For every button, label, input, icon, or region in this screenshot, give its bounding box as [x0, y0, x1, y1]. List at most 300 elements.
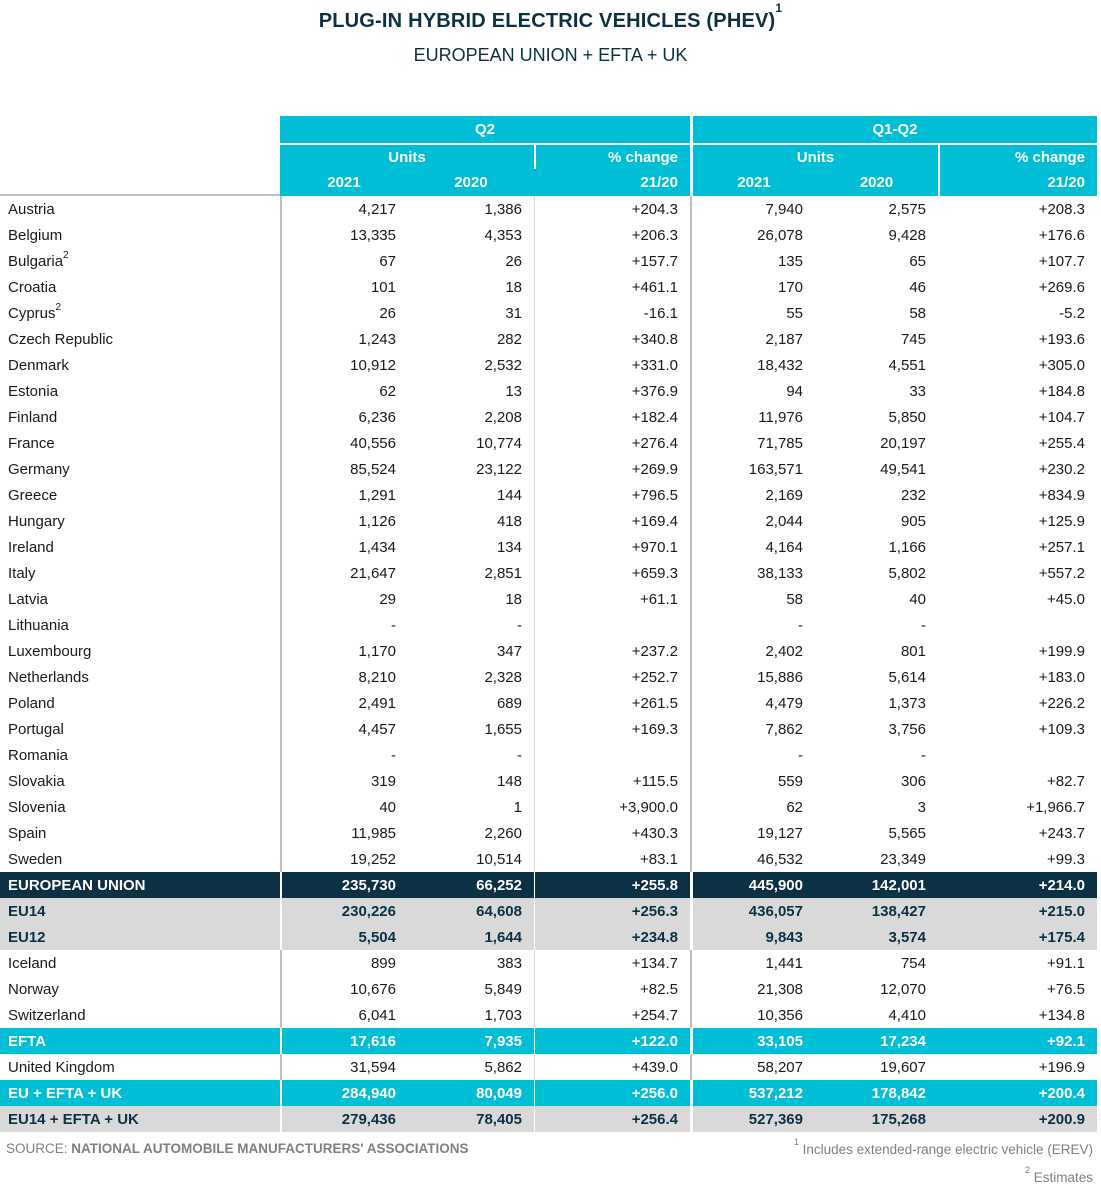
table-row [0, 716, 1097, 742]
table-row [0, 508, 1097, 534]
table-row [0, 586, 1097, 612]
value-cell-q2_chg: +252.7 [534, 664, 690, 690]
value-cell-q2_chg: +61.1 [534, 586, 690, 612]
value-cell-q12_2021: 58 [690, 586, 815, 612]
country-name: Estonia [8, 382, 59, 400]
footnote-1 [469, 1136, 1094, 1159]
value-cell-q12_chg: +269.6 [1038, 278, 1085, 296]
value-cell-q12_2021: 33,105 [690, 1028, 815, 1054]
table-row [0, 300, 1097, 326]
value-cell-q2_2020: 1,644 [484, 928, 522, 946]
country-cell [0, 664, 280, 690]
value-cell-q12_2021: 4,479 [690, 690, 815, 716]
value-cell-q12_chg [938, 742, 1097, 768]
table-row [0, 950, 1097, 976]
value-cell-q2_2021: 85,524 [280, 456, 408, 482]
value-cell-q12_2021: - [690, 742, 815, 768]
value-cell-q2_chg: +659.3 [534, 560, 690, 586]
value-cell-q12_chg: +199.9 [1038, 642, 1085, 660]
header-q2-pct-change: % change [534, 143, 690, 169]
country-cell [0, 716, 280, 742]
value-cell-q2_chg [534, 612, 690, 638]
table-row [0, 274, 1097, 300]
value-cell-q2_chg: +254.7 [534, 1002, 690, 1028]
value-cell-q12_2021: 18,432 [690, 352, 815, 378]
value-cell-q12_chg: +183.0 [1038, 668, 1085, 686]
value-cell-q2_chg: +206.3 [534, 222, 690, 248]
table-row [0, 248, 1097, 274]
table-row [0, 404, 1097, 430]
value-cell-q12_chg: +305.0 [1038, 356, 1085, 374]
value-cell-q12_chg: +226.2 [1038, 694, 1085, 712]
value-cell-q2_chg: +169.3 [534, 716, 690, 742]
value-cell-q2_2020: 66,252 [476, 876, 522, 894]
value-cell-q12_2021: 46,532 [690, 846, 815, 872]
value-cell-q2_chg: +169.4 [534, 508, 690, 534]
value-cell-q2_chg: +461.1 [534, 274, 690, 300]
country-name: Croatia [8, 278, 57, 296]
value-cell-q2_2021: 284,940 [280, 1080, 408, 1106]
table-row [0, 846, 1097, 872]
value-cell-q2_chg: +340.8 [534, 326, 690, 352]
value-cell-q12_2021: 170 [690, 274, 815, 300]
country-name: EU + EFTA + UK [8, 1084, 123, 1102]
value-cell-q12_2020: 1,373 [888, 694, 926, 712]
value-cell-q2_2021: 19,252 [280, 846, 408, 872]
value-cell-q2_chg: +234.8 [534, 924, 690, 950]
value-cell-q12_2020: 17,234 [880, 1032, 926, 1050]
value-cell-q2_chg: +237.2 [534, 638, 690, 664]
value-cell-q2_chg: +269.9 [534, 456, 690, 482]
value-cell-q2_2020: 347 [496, 642, 522, 660]
value-cell-q12_chg: +125.9 [1038, 512, 1085, 530]
value-cell-q12_2020: - [921, 746, 926, 764]
country-cell [0, 404, 280, 430]
country-name: Latvia [8, 590, 49, 608]
value-cell-q12_chg: +243.7 [1038, 824, 1085, 842]
table-row [0, 560, 1097, 586]
country-cell: Bulgaria $^2$ [8, 250, 69, 270]
value-cell-q12_2020: 905 [900, 512, 926, 530]
table-total-row [0, 898, 1097, 924]
header-q1q2-pct-change: % change [938, 143, 1097, 169]
value-cell-q2_2020: 2,532 [484, 356, 522, 374]
footnote-2-text: Estimates [1033, 1170, 1093, 1185]
value-cell-q12_2020: 175,268 [871, 1110, 926, 1128]
value-cell-q2_2021: 319 [280, 768, 408, 794]
value-cell-q12_chg: +92.1 [1047, 1032, 1085, 1050]
value-cell-q2_chg: +83.1 [534, 846, 690, 872]
country-name: EU14 [8, 902, 46, 920]
value-cell-q12_2020: 46 [909, 278, 926, 296]
value-cell-q2_2021: 6,236 [280, 404, 408, 430]
table-row [0, 456, 1097, 482]
value-cell-q12_2021: 94 [690, 378, 815, 404]
value-cell-q2_chg: +376.9 [534, 378, 690, 404]
value-cell-q2_chg: +157.7 [534, 248, 690, 274]
value-cell-q2_2021: 13,335 [280, 222, 408, 248]
value-cell-q12_chg: +230.2 [1038, 460, 1085, 478]
value-cell-q12_2021: 2,169 [690, 482, 815, 508]
value-cell-q2_2020: 5,862 [484, 1058, 522, 1076]
value-cell-q12_chg: +107.7 [1038, 252, 1085, 270]
country-cell [0, 846, 280, 872]
value-cell-q12_2020: 232 [900, 486, 926, 504]
country-name: United Kingdom [8, 1058, 115, 1076]
value-cell-q12_chg: -5.2 [1059, 304, 1085, 322]
country-cell [0, 612, 280, 638]
value-cell-q12_2020: 23,349 [880, 850, 926, 868]
value-cell-q2_2021: 279,436 [280, 1106, 408, 1132]
value-cell-q12_2021: 7,940 [690, 196, 815, 222]
value-cell-q12_2021: 135 [690, 248, 815, 274]
value-cell-q2_2020: 80,049 [476, 1084, 522, 1102]
country-name: Spain [8, 824, 47, 842]
source-label: SOURCE: [6, 1141, 68, 1156]
value-cell-q12_chg: +257.1 [1038, 538, 1085, 556]
value-cell-q12_2021: 2,044 [690, 508, 815, 534]
value-cell-q2_2021: 4,457 [280, 716, 408, 742]
value-cell-q2_2021: 17,616 [280, 1028, 408, 1054]
table-row [0, 742, 1097, 768]
value-cell-q2_2021: 1,434 [280, 534, 408, 560]
country-cell [0, 196, 280, 222]
value-cell-q12_chg: +196.9 [1038, 1058, 1085, 1076]
value-cell-q2_2020: 64,608 [476, 902, 522, 920]
header-q1q2: Q1-Q2 [690, 116, 1097, 143]
table-total-row [0, 1028, 1097, 1054]
value-cell-q2_2020: 31 [505, 304, 522, 322]
value-cell-q2_2021: 899 [280, 950, 408, 976]
value-cell-q2_2020: 7,935 [484, 1032, 522, 1050]
footnote-2 [469, 1164, 1094, 1187]
value-cell-q2_2020: 2,328 [484, 668, 522, 686]
country-name: Netherlands [8, 668, 89, 686]
table-row [0, 378, 1097, 404]
value-cell-q2_2020: 5,849 [484, 980, 522, 998]
table-row [0, 768, 1097, 794]
value-cell-q2_2020: 18 [505, 278, 522, 296]
value-cell-q12_chg: +45.0 [1047, 590, 1085, 608]
value-cell-q2_chg: +256.3 [534, 898, 690, 924]
country-cell [0, 352, 280, 378]
value-cell-q12_2020: 801 [900, 642, 926, 660]
header-q2-ratio: 21/20 [534, 169, 690, 196]
country-name: Slovenia [8, 798, 66, 816]
value-cell-q2_2021: 230,226 [280, 898, 408, 924]
country-name: Czech Republic [8, 330, 114, 348]
country-name: EUROPEAN UNION [8, 876, 146, 894]
value-cell-q2_chg: +970.1 [534, 534, 690, 560]
value-cell-q2_2021: 1,170 [280, 638, 408, 664]
value-cell-q2_chg: -16.1 [534, 300, 690, 326]
value-cell-q12_2021: 26,078 [690, 222, 815, 248]
header-corner-blank [0, 116, 280, 143]
value-cell-q12_chg: +1,966.7 [1026, 798, 1085, 816]
country-cell [0, 872, 280, 898]
country-cell [0, 976, 280, 1002]
value-cell-q12_2020: 5,565 [888, 824, 926, 842]
country-name: Portugal [8, 720, 64, 738]
value-cell-q2_2021: 29 [280, 586, 408, 612]
value-cell-q2_2021: 101 [280, 274, 408, 300]
table-row [0, 794, 1097, 820]
country-name: Denmark [8, 356, 69, 374]
country-cell [0, 456, 280, 482]
value-cell-q12_chg: +99.3 [1047, 850, 1085, 868]
footnote-1-text: Includes extended-range electric vehicle (EREV) [802, 1142, 1093, 1157]
country-name: Norway [8, 980, 59, 998]
value-cell-q12_chg: +82.7 [1047, 772, 1085, 790]
value-cell-q2_2020: 2,260 [484, 824, 522, 842]
country-name: Lithuania [8, 616, 69, 634]
value-cell-q12_chg: +200.9 [1038, 1110, 1085, 1128]
country-name: Greece [8, 486, 58, 504]
value-cell-q2_chg: +115.5 [534, 768, 690, 794]
value-cell-q2_2021: 31,594 [280, 1054, 408, 1080]
phev-report-page [0, 1, 1101, 1187]
value-cell-q2_2020: 10,514 [476, 850, 522, 868]
value-cell-q2_2021: - [280, 612, 408, 638]
value-cell-q12_2020: 4,551 [888, 356, 926, 374]
value-cell-q12_2020: - [921, 616, 926, 634]
table-row [0, 976, 1097, 1002]
value-cell-q12_chg: +104.7 [1038, 408, 1085, 426]
header-q1q2-2020: 2020 [815, 169, 938, 196]
value-cell-q2_2020: 1,655 [484, 720, 522, 738]
value-cell-q2_2021: 8,210 [280, 664, 408, 690]
value-cell-q2_2021: 26 [280, 300, 408, 326]
table-row [0, 612, 1097, 638]
source-line [0, 1141, 469, 1156]
value-cell-q12_2020: 3,756 [888, 720, 926, 738]
header-q2: Q2 [280, 116, 690, 143]
value-cell-q2_2021: 4,217 [280, 196, 408, 222]
header-corner-blank [0, 143, 280, 169]
value-cell-q2_chg: +331.0 [534, 352, 690, 378]
value-cell-q2_2020: 148 [496, 772, 522, 790]
value-cell-q2_2020: 10,774 [476, 434, 522, 452]
country-name: Austria [8, 200, 55, 218]
value-cell-q12_chg: +834.9 [1038, 486, 1085, 504]
country-name: EU12 [8, 928, 46, 946]
footnote-2-marker: 2 [1024, 1164, 1030, 1175]
country-cell [0, 742, 280, 768]
value-cell-q2_2020: 4,353 [484, 226, 522, 244]
table-row [0, 1054, 1097, 1080]
value-cell-q2_2020: 418 [496, 512, 522, 530]
value-cell-q12_2021: 71,785 [690, 430, 815, 456]
value-cell-q12_2021: 10,356 [690, 1002, 815, 1028]
value-cell-q2_2020: 78,405 [476, 1110, 522, 1128]
country-name: Sweden [8, 850, 63, 868]
value-cell-q2_chg [534, 742, 690, 768]
value-cell-q2_chg: +255.8 [534, 872, 690, 898]
value-cell-q12_2021: - [690, 612, 815, 638]
table-row [0, 352, 1097, 378]
value-cell-q12_2020: 3,574 [888, 928, 926, 946]
value-cell-q12_2021: 2,187 [690, 326, 815, 352]
country-cell: Cyprus $^2$ [8, 302, 62, 322]
value-cell-q12_2021: 445,900 [690, 872, 815, 898]
country-cell [0, 950, 280, 976]
table-total-row [0, 1080, 1097, 1106]
value-cell-q2_2021: 1,243 [280, 326, 408, 352]
header-corner-blank [0, 169, 280, 196]
value-cell-q2_2021: 40,556 [280, 430, 408, 456]
country-cell [0, 820, 280, 846]
value-cell-q2_chg: +82.5 [534, 976, 690, 1002]
value-cell-q12_chg: +91.1 [1047, 954, 1085, 972]
value-cell-q12_2020: 3 [917, 798, 926, 816]
value-cell-q12_chg: +109.3 [1038, 720, 1085, 738]
value-cell-q12_2020: 754 [900, 954, 926, 972]
table-row [0, 1002, 1097, 1028]
table-header-row-years [0, 169, 1097, 196]
country-cell [0, 1080, 280, 1106]
value-cell-q12_2020: 178,842 [871, 1084, 926, 1102]
value-cell-q12_2020: 5,850 [888, 408, 926, 426]
value-cell-q12_2020: 1,166 [888, 538, 926, 556]
value-cell-q12_chg: +200.4 [1038, 1084, 1085, 1102]
table-row [0, 820, 1097, 846]
value-cell-q12_2021: 537,212 [690, 1080, 815, 1106]
country-name: Finland [8, 408, 58, 426]
value-cell-q12_2020: 20,197 [880, 434, 926, 452]
value-cell-q2_2020: 1 [513, 798, 522, 816]
country-cell [0, 430, 280, 456]
country-cell [0, 1054, 280, 1080]
value-cell-q12_2020: 65 [909, 252, 926, 270]
value-cell-q2_2020: 1,386 [484, 200, 522, 218]
value-cell-q2_2020: 134 [496, 538, 522, 556]
value-cell-q2_2020: 282 [496, 330, 522, 348]
table-row [0, 196, 1097, 222]
country-name: Ireland [8, 538, 54, 556]
value-cell-q2_2020: 689 [496, 694, 522, 712]
value-cell-q2_2020: 2,851 [484, 564, 522, 582]
value-cell-q12_chg [938, 612, 1097, 638]
value-cell-q2_2021: 67 [280, 248, 408, 274]
value-cell-q2_2021: 21,647 [280, 560, 408, 586]
value-cell-q12_2021: 21,308 [690, 976, 815, 1002]
country-cell [0, 482, 280, 508]
value-cell-q2_chg: +276.4 [534, 430, 690, 456]
table-header-row-groups [0, 143, 1097, 169]
value-cell-q12_2021: 527,369 [690, 1106, 815, 1132]
country-cell [0, 638, 280, 664]
value-cell-q12_chg: +255.4 [1038, 434, 1085, 452]
country-name: Cyprus [8, 304, 56, 322]
value-cell-q12_chg: +193.6 [1038, 330, 1085, 348]
country-name: EU14 + EFTA + UK [8, 1110, 139, 1128]
value-cell-q2_2020: 13 [505, 382, 522, 400]
value-cell-q12_2020: 33 [909, 382, 926, 400]
value-cell-q2_chg: +3,900.0 [534, 794, 690, 820]
country-cell [0, 898, 280, 924]
country-name: Hungary [8, 512, 65, 530]
value-cell-q2_chg: +122.0 [534, 1028, 690, 1054]
country-name: Romania [8, 746, 69, 764]
value-cell-q12_2020: 5,802 [888, 564, 926, 582]
country-cell [0, 508, 280, 534]
value-cell-q12_2020: 138,427 [871, 902, 926, 920]
value-cell-q2_2021: 10,912 [280, 352, 408, 378]
page-subtitle: EUROPEAN UNION + EFTA + UK [413, 45, 688, 65]
value-cell-q12_2021: 7,862 [690, 716, 815, 742]
value-cell-q2_2020: - [517, 746, 522, 764]
value-cell-q2_2021: - [280, 742, 408, 768]
value-cell-q12_chg: +557.2 [1038, 564, 1085, 582]
value-cell-q2_2020: 383 [496, 954, 522, 972]
country-cell [0, 794, 280, 820]
country-name: Switzerland [8, 1006, 86, 1024]
value-cell-q2_chg: +256.4 [534, 1106, 690, 1132]
value-cell-q12_2020: 142,001 [871, 876, 926, 894]
table-row [0, 222, 1097, 248]
value-cell-q12_2021: 163,571 [690, 456, 815, 482]
country-name: Iceland [8, 954, 57, 972]
country-cell [0, 378, 280, 404]
country-name: Slovakia [8, 772, 65, 790]
country-name: Bulgaria [8, 252, 64, 270]
table-row [0, 482, 1097, 508]
value-cell-q2_2021: 1,291 [280, 482, 408, 508]
footnotes [469, 1136, 1098, 1187]
value-cell-q12_2021: 38,133 [690, 560, 815, 586]
value-cell-q2_chg: +182.4 [534, 404, 690, 430]
value-cell-q2_2021: 2,491 [280, 690, 408, 716]
value-cell-q2_2021: 40 [280, 794, 408, 820]
value-cell-q2_chg: +439.0 [534, 1054, 690, 1080]
value-cell-q12_2020: 40 [909, 590, 926, 608]
value-cell-q12_2020: 49,541 [880, 460, 926, 478]
header-q2-units: Units [280, 143, 534, 169]
value-cell-q12_2021: 15,886 [690, 664, 815, 690]
value-cell-q12_2021: 9,843 [690, 924, 815, 950]
value-cell-q12_2021: 1,441 [690, 950, 815, 976]
country-cell [0, 560, 280, 586]
header-q2-2020: 2020 [408, 169, 534, 196]
value-cell-q12_2020: 12,070 [880, 980, 926, 998]
header-q1q2-units: Units [690, 143, 938, 169]
country-name: Italy [8, 564, 36, 582]
value-cell-q12_2020: 5,614 [888, 668, 926, 686]
value-cell-q2_chg: +134.7 [534, 950, 690, 976]
value-cell-q2_chg: +430.3 [534, 820, 690, 846]
table-row [0, 326, 1097, 352]
country-cell [0, 274, 280, 300]
value-cell-q12_chg: +175.4 [1038, 928, 1085, 946]
country-cell [0, 326, 280, 352]
value-cell-q12_2020: 745 [900, 330, 926, 348]
value-cell-q12_2020: 58 [909, 304, 926, 322]
value-cell-q2_2021: 62 [280, 378, 408, 404]
footnote-1-marker: 1 [793, 1136, 799, 1147]
value-cell-q12_2021: 11,976 [690, 404, 815, 430]
phev-table [0, 116, 1097, 1132]
value-cell-q2_2021: 5,504 [280, 924, 408, 950]
value-cell-q12_2021: 62 [690, 794, 815, 820]
country-cell [0, 1028, 280, 1054]
value-cell-q2_2020: 1,703 [484, 1006, 522, 1024]
header-q1q2-2021: 2021 [690, 169, 815, 196]
country-name: Belgium [8, 226, 63, 244]
country-name: Germany [8, 460, 70, 478]
value-cell-q12_2020: 19,607 [880, 1058, 926, 1076]
value-cell-q12_2021: 55 [690, 300, 815, 326]
header-q1q2-ratio: 21/20 [938, 169, 1097, 196]
